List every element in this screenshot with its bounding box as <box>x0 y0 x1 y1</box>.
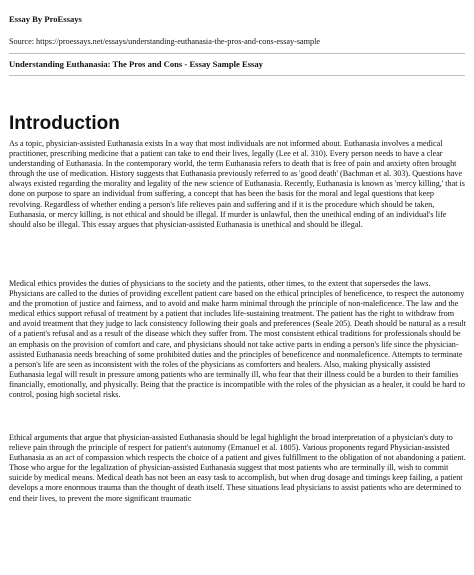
divider-top <box>9 53 465 54</box>
paragraph-3: Ethical arguments that argue that physician-assisted Euthanasia should be legal highlight the broad interpretation of a physician's duty to relieve pain through the principle of respect for patient's autonomy (Emanuel et al. 1805). Various proponents regard Physician-assisted Euthanasia as an act of compassion which respects the choice of a patient and gives fulfillment to the obligation of not abandoning a patient. Those who argue for the legalization of physician-assisted Euthanasia suggest that most patients who are terminally ill, wish to commit suicide by medical means. Medical death has not been an easy task to accomplish, but when drug dosage and timings keep failing, a patient develops a more enormous trauma than the thought of death itself. These situations lead physicians to assist patients who are determined to end their lives, to prevent the more significant traumatic <box>9 433 466 503</box>
paragraph-2: Medical ethics provides the duties of physicians to the society and the patients, other times, to the extent that supersedes the laws. Physicians are called to the duties of providing excellent patient care based on the ethical principles of beneficence, to respect the autonomy and the promotion of justice and fairness, and to avoid and make harm minimal through the principle of non-maleficence. The law and the medical ethics support refusal of treatment by a patient that includes life-sustaining treatment. The patient has the right to withdraw from and avoid treatment that they judge to lack consistency following their goals and preferences (Seale 205). Death should be natural as a result of a patient's refusal and as a result of the disease which they suffer from. The most consistent ethical traditions for professionals should be an emphasis on the provision of comfort and care, and physicians should not take active parts in ending a person's life since the physician-assisted Euthanasia needs breaching of some prohibited duties and the principles of beneficence and nonmaleficence. Attempts to terminate a person's life are seen as inconsistent with the roles of the physicians as comforters and healers. Also, making physically assisted Euthanasia legal will result in pressure among patients who are terminally ill, who fear that their illness could be a burden to their families financially, emotionally, and physically. Being that the practice is incompatible with the roles of the physician as a healer, it could be hard to control, posing high societal risks. <box>9 279 466 400</box>
essay-title: Understanding Euthanasia: The Pros and Cons - Essay Sample Essay <box>9 59 263 69</box>
section-heading-introduction: Introduction <box>9 113 120 134</box>
divider-bottom <box>9 75 465 76</box>
source-line: Source: https://proessays.net/essays/understanding-euthanasia-the-pros-and-cons-essay-sample <box>9 37 321 46</box>
site-title: Essay By ProEssays <box>9 14 82 24</box>
paragraph-1: As a topic, physician-assisted Euthanasia exists In a way that most individuals are not informed about. Euthanasia involves a medical practitioner, prescribing medicine that a patient can take to end their lives, legally (Lee et al. 310). Every person needs to have a clear understanding of Euthanasia. In the contemporary world, the term Euthanasia refers to death that is free of pain and anxiety often brought through the use of medication. History suggests that Euthanasia previously referred to as 'good death' (Bachman et al. 303). Questions have always existed regarding the morality and legality of the new science of Euthanasia. Recently, Euthanasia is known as 'mercy killing,' that is done on purpose to spare an individual from suffering, a concept that has been the basis for the moral and legal questions that keep revolving. Regardless of whether ending a person's life relieves pain and suffering and if it is the procedure which should be taken, Euthanasia, or mercy killing, is not ethical and should be illegal. If murder is unlawful, then the unethical ending of an individual's life should also be illegal. This essay argues that physician-assisted Euthanasia is unethical and should be illegal. <box>9 139 465 229</box>
